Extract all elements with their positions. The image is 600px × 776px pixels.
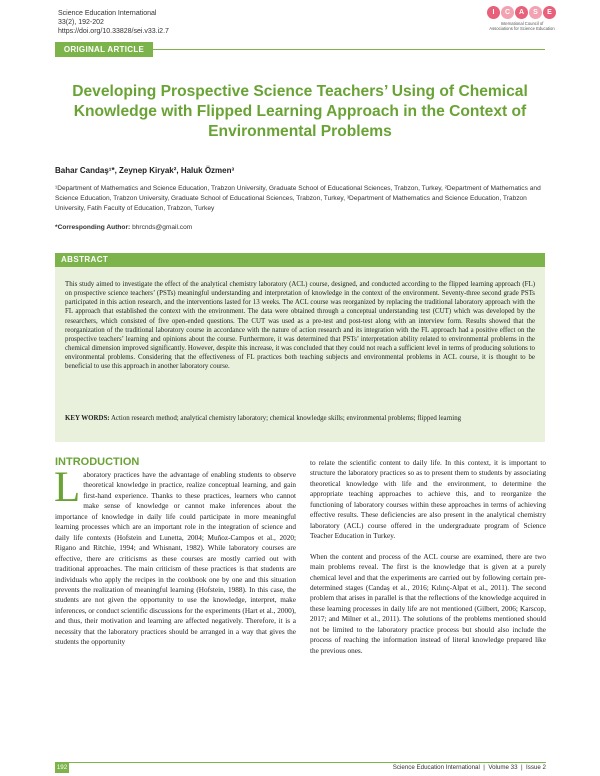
corresponding-email[interactable]: bhrcnds@gmail.com xyxy=(132,224,193,231)
body-column-left xyxy=(54,464,296,648)
corresponding-author xyxy=(55,224,192,231)
journal-header xyxy=(58,9,169,36)
logo-letter: A xyxy=(515,6,528,19)
logo-letter: I xyxy=(487,6,500,19)
divider xyxy=(153,49,545,50)
page-footer xyxy=(55,762,546,773)
logo-letter: E xyxy=(543,6,556,19)
logo-letters xyxy=(487,6,557,19)
footer-issue: Issue 2 xyxy=(526,764,546,771)
drop-cap: L xyxy=(54,464,81,511)
abstract-text: This study aimed to investigate the effect of the analytical chemistry laboratory (ACL) course, designed, and conducted according to the flipped learning approach (FL) on prospective science teachers’ (PSTs) meaningful understanding and interpretation of knowledge in the context of the environment. Seventy-three second grade PSTs participated in this action research, and the interventions lasted for 13 weeks. The ACL course was reorganized by replacing the traditional laboratory approach with the FL approach that established the context with the environment. The data were obtained through a conceptual understanding test (CUT) which was developed by the researchers, which consisted of five open-ended questions. The CUT was used as a pre-test and post-test along with an interview form. Results showed that the reorganization of the traditional laboratory course in accordance with the nature of action research and its integration with the FL approach had a positive effect on the prospective teachers’ learning and opinions about the course. Furthermore, it was determined that PSTs’ interpretation ability related to environmental problems in the chemical dimension improved significantly. However, despite this increase, it was concluded that they could not reach a sufficient level in terms of producing solutions to environmental problems. Considering that the effectiveness of FL practices both teaching subjects and environmental problems in ACL course, it is thought to be beneficial to use this approach in another laboratory course. xyxy=(65,281,535,371)
footer-journal: Science Education International | Volume 33 | Issue 2 xyxy=(392,764,546,771)
author-list: Bahar Candaş¹*, Zeynep Kiryak², Haluk Özmen³ xyxy=(55,166,235,175)
corresponding-label: *Corresponding Author: xyxy=(55,224,131,231)
affiliations: ¹Department of Mathematics and Science Education, Trabzon University, Graduate School of Educational Sciences, Trabzon, Turkey, ²Department of Mathematics and Science Education, Trabzon University, Graduate School of Educational Sciences, Trabzon, Turkey, ³Department of Mathematics and Science Education, Trabzon University, Fatih Faculty of Education, Trabzon, Turkey xyxy=(55,185,541,213)
doi-link[interactable]: https://doi.org/10.33828/sei.v33.i2.7 xyxy=(58,28,169,35)
logo-letter: C xyxy=(501,6,514,19)
page-number: 192 xyxy=(56,764,68,771)
footer-volume: Volume 33 xyxy=(488,764,518,771)
volume-pages: 33(2), 192-202 xyxy=(58,19,104,26)
abstract-box xyxy=(55,267,545,442)
abstract-heading-bar xyxy=(55,253,545,267)
intro-paragraph-text: aboratory practices have the advantage of enabling students to observe theoretical knowledge in practice, realize conceptual learning, and gain first-hand experience. Thanks to these practices, learners who cannot make sense of knowledge or cannot make inferences about the importance of knowledge in daily life could participate in more meaningful learning processes which are an important role in the integration of science and daily life contexts (Hofstein and Lunetta, 2004; Muñoz-Campos et al., 2020; Rigano and Ritchie, 1994; and Whisnant, 1982). While laboratory courses are effective, there are criticisms as these courses are mostly carried out with traditional approaches. The main criticism of these practices is that students are individuals who apply the recipes in the cookbook one by one and this situation prevents the realization of meaningful learning (Hofstein, 1988). In this case, the students are not given the opportunity to use the knowledge, interpret, make inferences, or conduct scientific discussions for the experiments (Hart et al., 2000), and thus, their motivation and learning are affected negatively. Therefore, it is a necessity that the laboratory practices should be arranged in a way that gives the students the opportunity xyxy=(55,471,296,647)
logo-letter: S xyxy=(529,6,542,19)
introduction-heading: INTRODUCTION xyxy=(55,456,140,468)
footer-journal-name: Science Education International xyxy=(392,764,480,771)
intro-paragraph: When the content and process of the ACL course are examined, there are two main problems reveal. The first is the knowledge that is given at a purely chemical level and that the experiments are carried out by following certain pre-determined stages (Candaş et al., 2016; Kılınç-Alpat et al., 2011). The second problem that arises in parallel is that the reflections of the knowledge acquired in these learning processes in daily life are not mentioned (Gilbert, 2006; Karscop, 2017; and Milner et al., 2011). The solutions of the problems mentioned should not be limited to the laboratory practice process but should also include the process of reaching the information instead of literal knowledge prepared like the previous ones. xyxy=(310,552,546,655)
body-column-right xyxy=(310,458,546,656)
article-type-bar xyxy=(0,42,600,57)
keywords-text: Action research method; analytical chemistry laboratory; chemical knowledge skills; environmental problems; flipped learning xyxy=(110,415,462,422)
logo-caption-line: International Council of xyxy=(500,21,544,26)
keywords xyxy=(65,414,535,423)
keywords-label: KEY WORDS: xyxy=(65,415,110,422)
logo-caption xyxy=(487,21,557,31)
abstract-heading: ABSTRACT xyxy=(61,255,109,264)
intro-paragraph xyxy=(54,464,296,648)
logo-caption-line: Associations for Science Education xyxy=(489,26,555,31)
intro-paragraph: to relate the scientific content to daily life. In this context, it is important to structure the laboratory practices so as to present them to students by associating theoretical knowledge with life and the environment, to determine the appropriate teaching approaches to achieve this, and to reorganize the functioning of laboratory courses within these approaches in terms of achieving effective results. These deficiencies are also present in the analytical chemistry laboratory (ACL) course offered in the undergraduate program of Science Teacher Education in Turkey. xyxy=(310,459,546,541)
paper-title: Developing Prospective Science Teachers’ Using of Chemical Knowledge with Flipped Learning Approach in the Context of Environmental Problems xyxy=(72,83,528,140)
article-type-label: ORIGINAL ARTICLE xyxy=(55,42,153,57)
journal-name: Science Education International xyxy=(58,10,157,17)
